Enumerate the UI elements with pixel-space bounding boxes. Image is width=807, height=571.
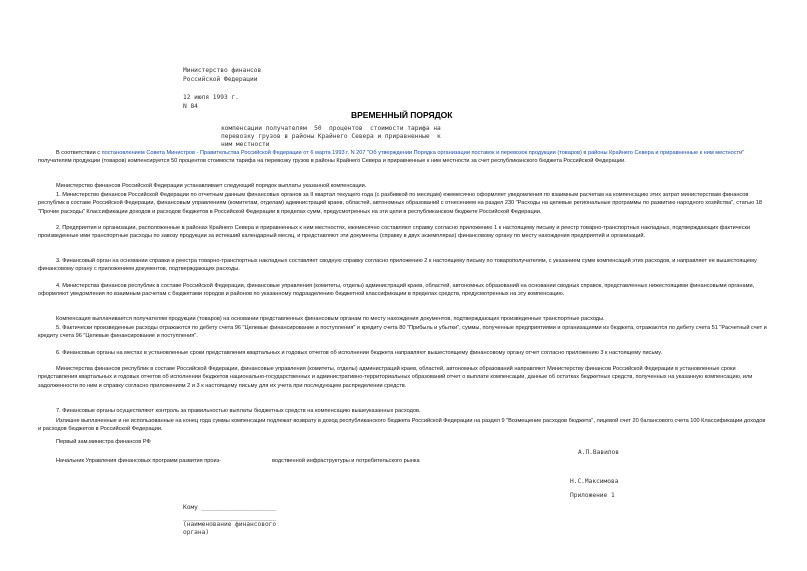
ministry-line-2: Российской Федерации <box>183 76 258 83</box>
head-dept-title-part1: Начальник Управления финансовых программ развития произ- <box>56 458 221 464</box>
intro-text-before: В соответствии с <box>56 150 102 156</box>
document-title: ВРЕМЕННЫЙ ПОРЯДОК <box>351 110 453 120</box>
ministry-line-1: Министерство финансов <box>183 67 262 74</box>
head-dept-title-part2: водственной инфраструктуры и потребительского рынка <box>272 458 420 464</box>
first-deputy-title: Первый зам.министра финансов РФ <box>56 439 151 445</box>
recipient-line: Кому ____________________ <box>183 504 277 511</box>
first-deputy-name: А.П.Вавилов <box>578 449 619 456</box>
paragraph-4: 4. Министерства финансов республик в составе Российской Федерации, финансовые управления (комитеты, отделы) администраций краев, областей, автономных образований на основании сводных справок, представленных нижестоящими финансовыми органами, оформляют уведомления по взаимным расчетам с бюджетами городов и районов по указанному подразделению бюджетной классификации в пределах средств, предусмотренных на эту компенсацию. <box>38 283 755 298</box>
paragraph-5: 5. Фактически произведенные расходы отражаются по дебету счета 96 "Целевые финансирование и поступления" и кредиту счета 80 "Прибыль и убытки", суммы, полученные предприятиями и организациями из бюджета, отражаются по дебету счета 51 "Расчетный счет и кредиту счета 96 "Целевые финансирование и поступления". <box>38 325 767 340</box>
paragraph-preamble: Министерство финансов Российской Федерации устанавливает следующий порядок выплаты указанной компенсации. <box>56 183 367 189</box>
paragraph-6: 6. Финансовые органы на местах в установленные сроки представления квартальных и годовых отчетов об исполнении бюджета направляют вышестоящему финансовому органу отчет согласно приложению 3 к настоящему письму. <box>56 350 663 356</box>
subtitle-line-1: компенсации получателям 50 процентов стоимости тарифа на <box>221 125 441 132</box>
paragraph-excess: Излишне выплаченные и не использованные на конец года суммы компенсации подлежат возврату в доход республиканского бюджета Российской Федерации на раздел 9 "Возмещение расходов бюджета", лицевой счет 20 балансового счета 100 Классификации доходов и расходов бюджетов в Российской Федерации. <box>38 418 766 433</box>
recipient-caption-1: (наименование финансового <box>183 521 277 528</box>
paragraph-7: 7. Финансовые органы осуществляют контроль за правильностью выплаты бюджетных средств на компенсацию вышеуказанных расходов. <box>56 408 421 414</box>
subtitle-line-3: ним местности <box>221 141 270 148</box>
paragraph-3: 3. Финансовый орган на основании справки и реестра товарно-транспортных накладных составляет сводную справку согласно приложению 2 к настоящему письму по товарополучателям, с указанием сумм компенсаций этих расходов, и направляет ее вышестоящему финансовому органу с приложением документов, подтверждающих расходы. <box>38 258 757 273</box>
intro-paragraph <box>38 149 768 166</box>
subtitle-line-2: перевозку грузов в районы Крайнего Севера и приравненные к <box>221 133 441 140</box>
paragraph-ministries: Министерства финансов республик в составе Российской Федерации, финансовые управления (комитеты, отделы) администраций краев, областей, автономных образований направляют Министерству финансов Российской Федерации в установленные сроки представления квартальных и годовых отчетов об исполнении бюджетов национально-государственных и административно-территориальных образований отчет о выплате компенсации, данные об остатках бюджетных средств, полученных на указанную компенсацию, или задолженности по ним и справку согласно приложениям 2 и 3 к настоящему письму для их учета при последующем распределении средств. <box>38 366 753 389</box>
document-number: N 84 <box>183 103 198 110</box>
head-dept-name: Н.С.Максимова <box>570 478 619 485</box>
document-date: 12 июля 1993 г. <box>183 94 239 101</box>
paragraph-compensation: Компенсация выплачивается получателям продукции (товаров) на основании представленных финансовым органам по месту нахождения документов, подтверждающих произведенные транспортные расходы. <box>56 316 605 322</box>
appendix-label: Приложение 1 <box>570 492 615 499</box>
paragraph-2: 2. Предприятия и организации, расположенные в районах Крайнего Севера и приравненных к ним местностях, ежемесячно составляют справку согласно приложению 1 к настоящему письму и реестр товарно-транспортных накладных, подтверждающих фактически произведенные ими транспортные расходы по завозу продукции за истекший календарный месяц, и представляют эти документы (справку в двух экземплярах) финансовому органу по месту нахождения предприятий и организаций. <box>38 225 751 240</box>
recipient-underline: _________________________ <box>183 514 277 521</box>
paragraph-1: 1. Министерство финансов Российской Федерации по отчетным данным финансовых органов за II квартал текущего года (с разбивкой по месяцам) ежемесячно оформляет уведомления по взаимным расчетам на компенсацию этих затрат министерствам финансов республик в составе Российской Федерации, финансовым управлениям (комитетам, отделам) администраций краев, областей, автономных образований с отнесением на раздел 230 "Расходы на целевые региональные программы по развитию народного хозяйства", статью 18 "Прочие расходы" Классификации доходов и расходов бюджетов в Российской Федерации в пределах сумм, предусмотренных на эти цели в республиканском бюджете Российской Федерации. <box>38 192 763 215</box>
intro-text-after: получателям продукции (товаров) компенсируется 50 процентов стоимости тарифа на перевозку грузов в районы Крайнего Севера и приравненные к ним местности за счет республиканского бюджета Российской Федерации. <box>38 158 626 165</box>
recipient-caption-2: органа) <box>183 529 210 536</box>
decree-link[interactable]: постановлением Совета Министров - Правительства Российской Федерации от 6 марта 1993 г. N 207 "Об утверждении Порядка организации поставок и перевозок продукции (товаров) в районы Крайнего Севера и приравненные к ним местности" <box>101 150 745 156</box>
